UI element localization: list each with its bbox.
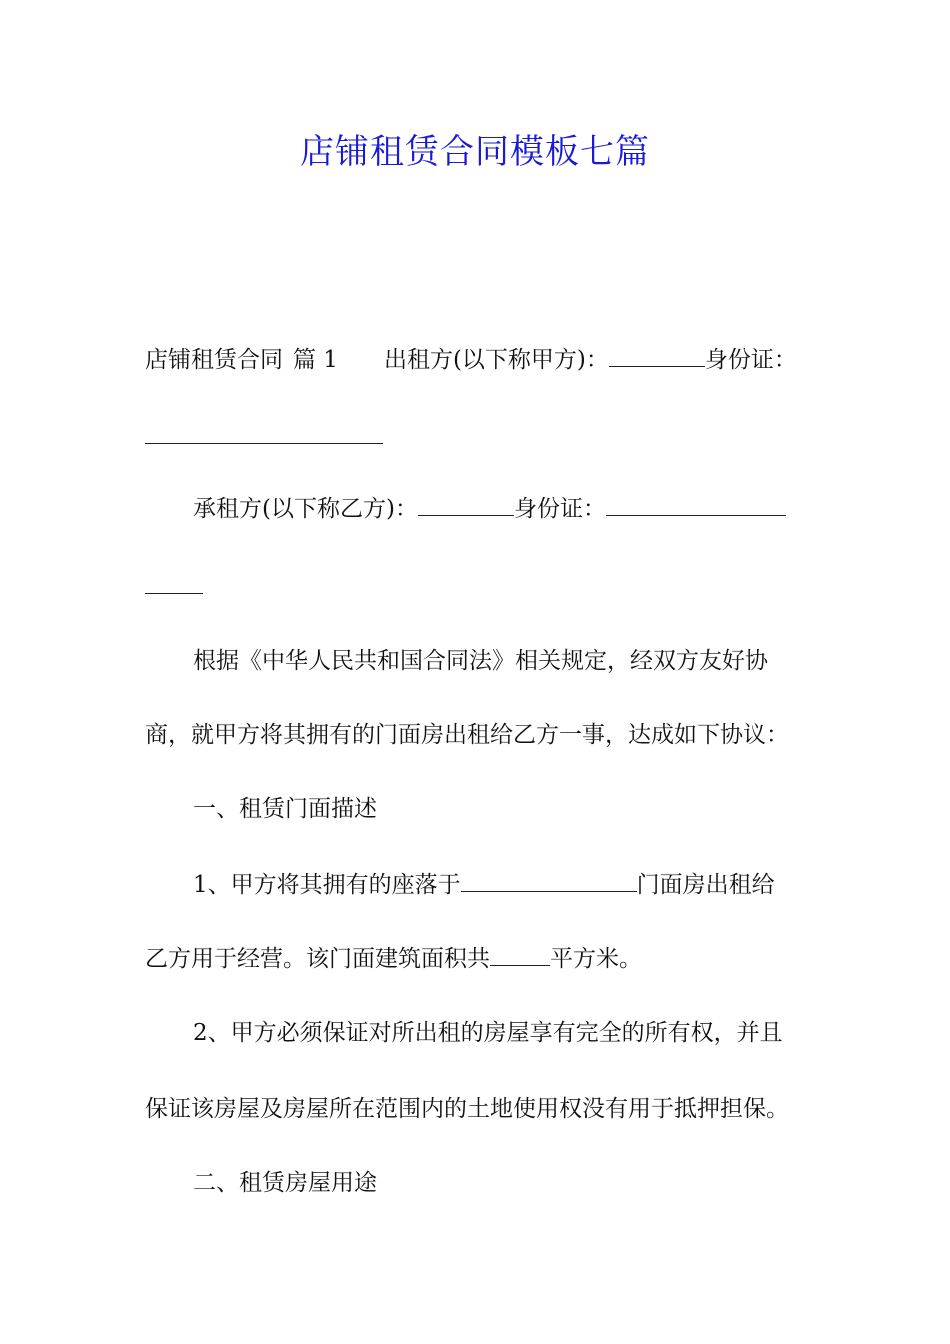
lessee-line <box>193 492 815 526</box>
clause-line <box>193 868 815 902</box>
document-title: 店铺租赁合同模板七篇 <box>300 132 650 172</box>
lessee-id-label: 身份证： <box>513 496 606 522</box>
clause-text: 乙方用于经营。该门面建筑面积共 <box>145 946 490 972</box>
clause-line: 保证该房屋及房屋所在范围内的土地使用权没有用于抵押担保。 <box>145 1096 789 1122</box>
lessor-id-line <box>145 420 815 454</box>
clause-text: 1、甲方将其拥有的座落于 <box>193 872 461 898</box>
clause-text: 平方米。 <box>550 946 642 972</box>
contract-header-line <box>145 343 815 377</box>
clause-text: 门面房出租给 <box>636 872 775 898</box>
lessor-id-blank <box>145 421 383 444</box>
lessor-name-blank <box>609 344 705 367</box>
clause-line <box>145 942 815 976</box>
section-number: 篇 1 <box>293 347 338 373</box>
paragraph-line: 商，就甲方将其拥有的门面房出租给乙方一事，达成如下协议： <box>145 722 789 748</box>
lessor-label: 出租方(以下称甲方)： <box>383 347 609 373</box>
contract-heading: 店铺租赁合同 <box>145 347 283 373</box>
lessor-id-label: 身份证： <box>704 347 797 373</box>
lessee-id-blank <box>606 493 786 516</box>
lessee-id-line <box>145 570 815 604</box>
paragraph-line: 根据《中华人民共和国合同法》相关规定，经双方友好协 <box>193 648 768 674</box>
clause-line: 2、甲方必须保证对所出租的房屋享有完全的所有权，并且 <box>193 1020 783 1046</box>
section-heading: 一、租赁门面描述 <box>193 796 377 822</box>
lessee-name-blank <box>418 493 514 516</box>
area-blank <box>490 943 550 966</box>
lessee-id-blank-cont <box>145 571 203 594</box>
lessee-label: 承租方(以下称乙方)： <box>193 496 418 522</box>
address-blank <box>461 869 637 892</box>
section-heading: 二、租赁房屋用途 <box>193 1170 377 1196</box>
